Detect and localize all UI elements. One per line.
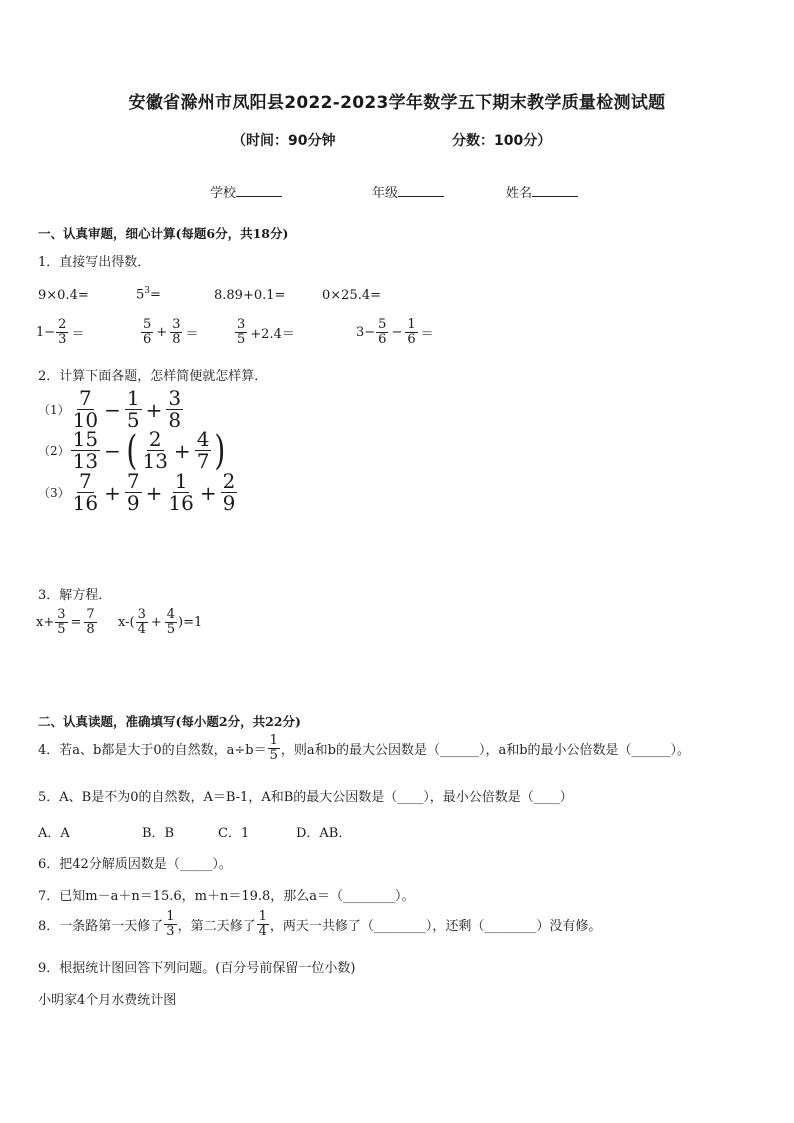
- frac-7-8: $\frac{7}{8}$: [86, 607, 95, 637]
- q3-label: 3．解方程．: [38, 588, 112, 603]
- q5-option-c[interactable]: C．1: [218, 826, 250, 841]
- school-blank[interactable]: [236, 184, 282, 197]
- item-num: （1）: [38, 403, 70, 417]
- q2-label: 2．计算下面各题，怎样简便就怎样算．: [38, 369, 268, 384]
- name-label: 姓名: [506, 186, 533, 201]
- q8-text-b: ，第二天修了: [177, 918, 256, 934]
- q5-option-d[interactable]: D．AB．: [296, 826, 352, 841]
- x-plus: x+: [36, 614, 55, 630]
- frac-15-13: $\frac{15}{13}$: [72, 427, 99, 473]
- q5: 5．A、B是不为0的自然数，A＝B-1，A和B的最大公因数是（____），最小公倍数是（____）: [38, 790, 573, 805]
- plus-sign: +: [150, 614, 162, 630]
- equation-2: [118, 608, 202, 636]
- frac-5-6: $\frac{5}{6}$: [378, 317, 387, 347]
- frac-3-5: $\frac{3}{5}$: [237, 317, 246, 347]
- x-minus-paren: x-(: [118, 614, 135, 630]
- q8-text-a: 8．一条路第一天修了: [38, 918, 164, 934]
- q1-item-6: [140, 318, 200, 346]
- frac-7-10: $\frac{7}{10}$: [72, 386, 99, 432]
- plus-sign: +: [199, 480, 217, 505]
- q7: 7．已知m－a＋n＝15.6，m＋n＝19.8，那么a＝（________）。: [38, 889, 415, 904]
- frac-5-6: $\frac{5}{6}$: [143, 317, 152, 347]
- plus-sign: +: [156, 324, 168, 340]
- q1-label: 1．直接写出得数．: [38, 255, 151, 270]
- frac-3-4: $\frac{3}{4}$: [137, 607, 146, 637]
- frac-1-5: $\frac{1}{5}$: [126, 386, 140, 432]
- q6: 6．把42分解质因数是（_____）。: [38, 857, 232, 872]
- right-paren: ): [214, 427, 226, 474]
- q2-item-2: [38, 429, 228, 472]
- frac-1-3: $\frac{1}{3}$: [166, 909, 175, 939]
- item-num: （3）: [38, 486, 70, 500]
- plus-sign: +: [145, 480, 163, 505]
- q2-item-1: [38, 388, 184, 431]
- q8-text-c: ，两天一共修了（________），还剩（________）没有修。: [269, 918, 602, 934]
- q4-text-a: 4．若a、b都是大于0的自然数，a÷b＝: [38, 742, 267, 758]
- grade-blank[interactable]: [398, 184, 444, 197]
- section2-heading: 二、认真读题，准确填写(每小题2分，共22分): [38, 714, 301, 729]
- frac-2-3: $\frac{2}{3}$: [58, 317, 67, 347]
- q1-item-3: 8.89+0.1=: [214, 288, 286, 303]
- eq-sign: ＝: [185, 326, 199, 342]
- q5-option-a[interactable]: A．A: [38, 826, 70, 841]
- q2-item-3: [38, 471, 238, 514]
- eq-sign: ＝: [71, 326, 85, 342]
- frac-2-9: $\frac{2}{9}$: [222, 469, 236, 515]
- left-paren: (: [126, 427, 138, 474]
- school-field[interactable]: [210, 182, 282, 201]
- frac-7-9: $\frac{7}{9}$: [126, 469, 140, 515]
- frac-1-6: $\frac{1}{6}$: [407, 317, 416, 347]
- frac-7-16: $\frac{7}{16}$: [72, 469, 99, 515]
- eq-sign: ＝: [420, 326, 434, 342]
- plus-sign: +: [104, 480, 121, 505]
- pow-exp: 3: [144, 286, 151, 296]
- frac-3-5: $\frac{3}{5}$: [57, 607, 66, 637]
- time-limit: （时间：90分钟: [232, 133, 336, 149]
- q9: 9．根据统计图回答下列问题。(百分号前保留一位小数): [38, 961, 356, 976]
- item-num: （2）: [38, 444, 70, 458]
- q1-item-2: [136, 286, 161, 302]
- q4: [38, 734, 690, 762]
- total-score: 分数：100分）: [452, 133, 552, 149]
- plus-sign: +: [173, 438, 191, 463]
- q5-option-b[interactable]: B．B: [142, 826, 175, 841]
- q1-item-7: [234, 318, 297, 346]
- three-minus: 3−: [356, 324, 376, 340]
- frac-1-5: $\frac{1}{5}$: [269, 733, 278, 763]
- frac-3-8: $\frac{3}{8}$: [168, 386, 182, 432]
- equation-1: [36, 608, 98, 636]
- q4-text-b: ，则a和b的最大公因数是（______），a和b的最小公倍数是（______）。: [280, 742, 691, 758]
- pow-base: 5: [136, 287, 145, 303]
- plus-2-4: +2.4＝: [250, 326, 295, 342]
- q1-item-1: 9×0.4=: [38, 288, 89, 303]
- school-label: 学校: [210, 186, 237, 201]
- grade-label: 年级: [372, 186, 399, 201]
- grade-field[interactable]: [372, 182, 444, 201]
- paren-eq-1: )=1: [178, 614, 203, 630]
- q1-item-5: [36, 318, 86, 346]
- page-title: 安徽省滁州市凤阳县2022-2023学年数学五下期末教学质量检测试题: [128, 93, 666, 113]
- frac-1-16: $\frac{1}{16}$: [168, 469, 194, 515]
- q8: [38, 910, 601, 938]
- plus-sign: +: [145, 397, 163, 422]
- one-minus: 1−: [36, 324, 56, 340]
- frac-2-13: $\frac{2}{13}$: [142, 427, 168, 473]
- chart-title: 小明家4个月水费统计图: [38, 993, 177, 1008]
- name-blank[interactable]: [532, 184, 578, 197]
- minus-sign: −: [104, 438, 121, 463]
- frac-4-7: $\frac{4}{7}$: [196, 427, 210, 473]
- frac-4-5: $\frac{4}{5}$: [166, 607, 176, 637]
- q1-item-8: [356, 318, 436, 346]
- minus-sign: −: [104, 397, 121, 422]
- name-field[interactable]: [506, 182, 578, 201]
- section1-heading: 一、认真审题，细心计算(每题6分，共18分): [38, 226, 289, 241]
- frac-1-4: $\frac{1}{4}$: [258, 909, 267, 939]
- frac-3-8: $\frac{3}{8}$: [172, 317, 181, 347]
- pow-eq: =: [150, 287, 161, 303]
- eq-sign: =: [70, 614, 82, 630]
- q1-item-4: 0×25.4=: [322, 288, 382, 303]
- minus-sign: −: [391, 324, 403, 340]
